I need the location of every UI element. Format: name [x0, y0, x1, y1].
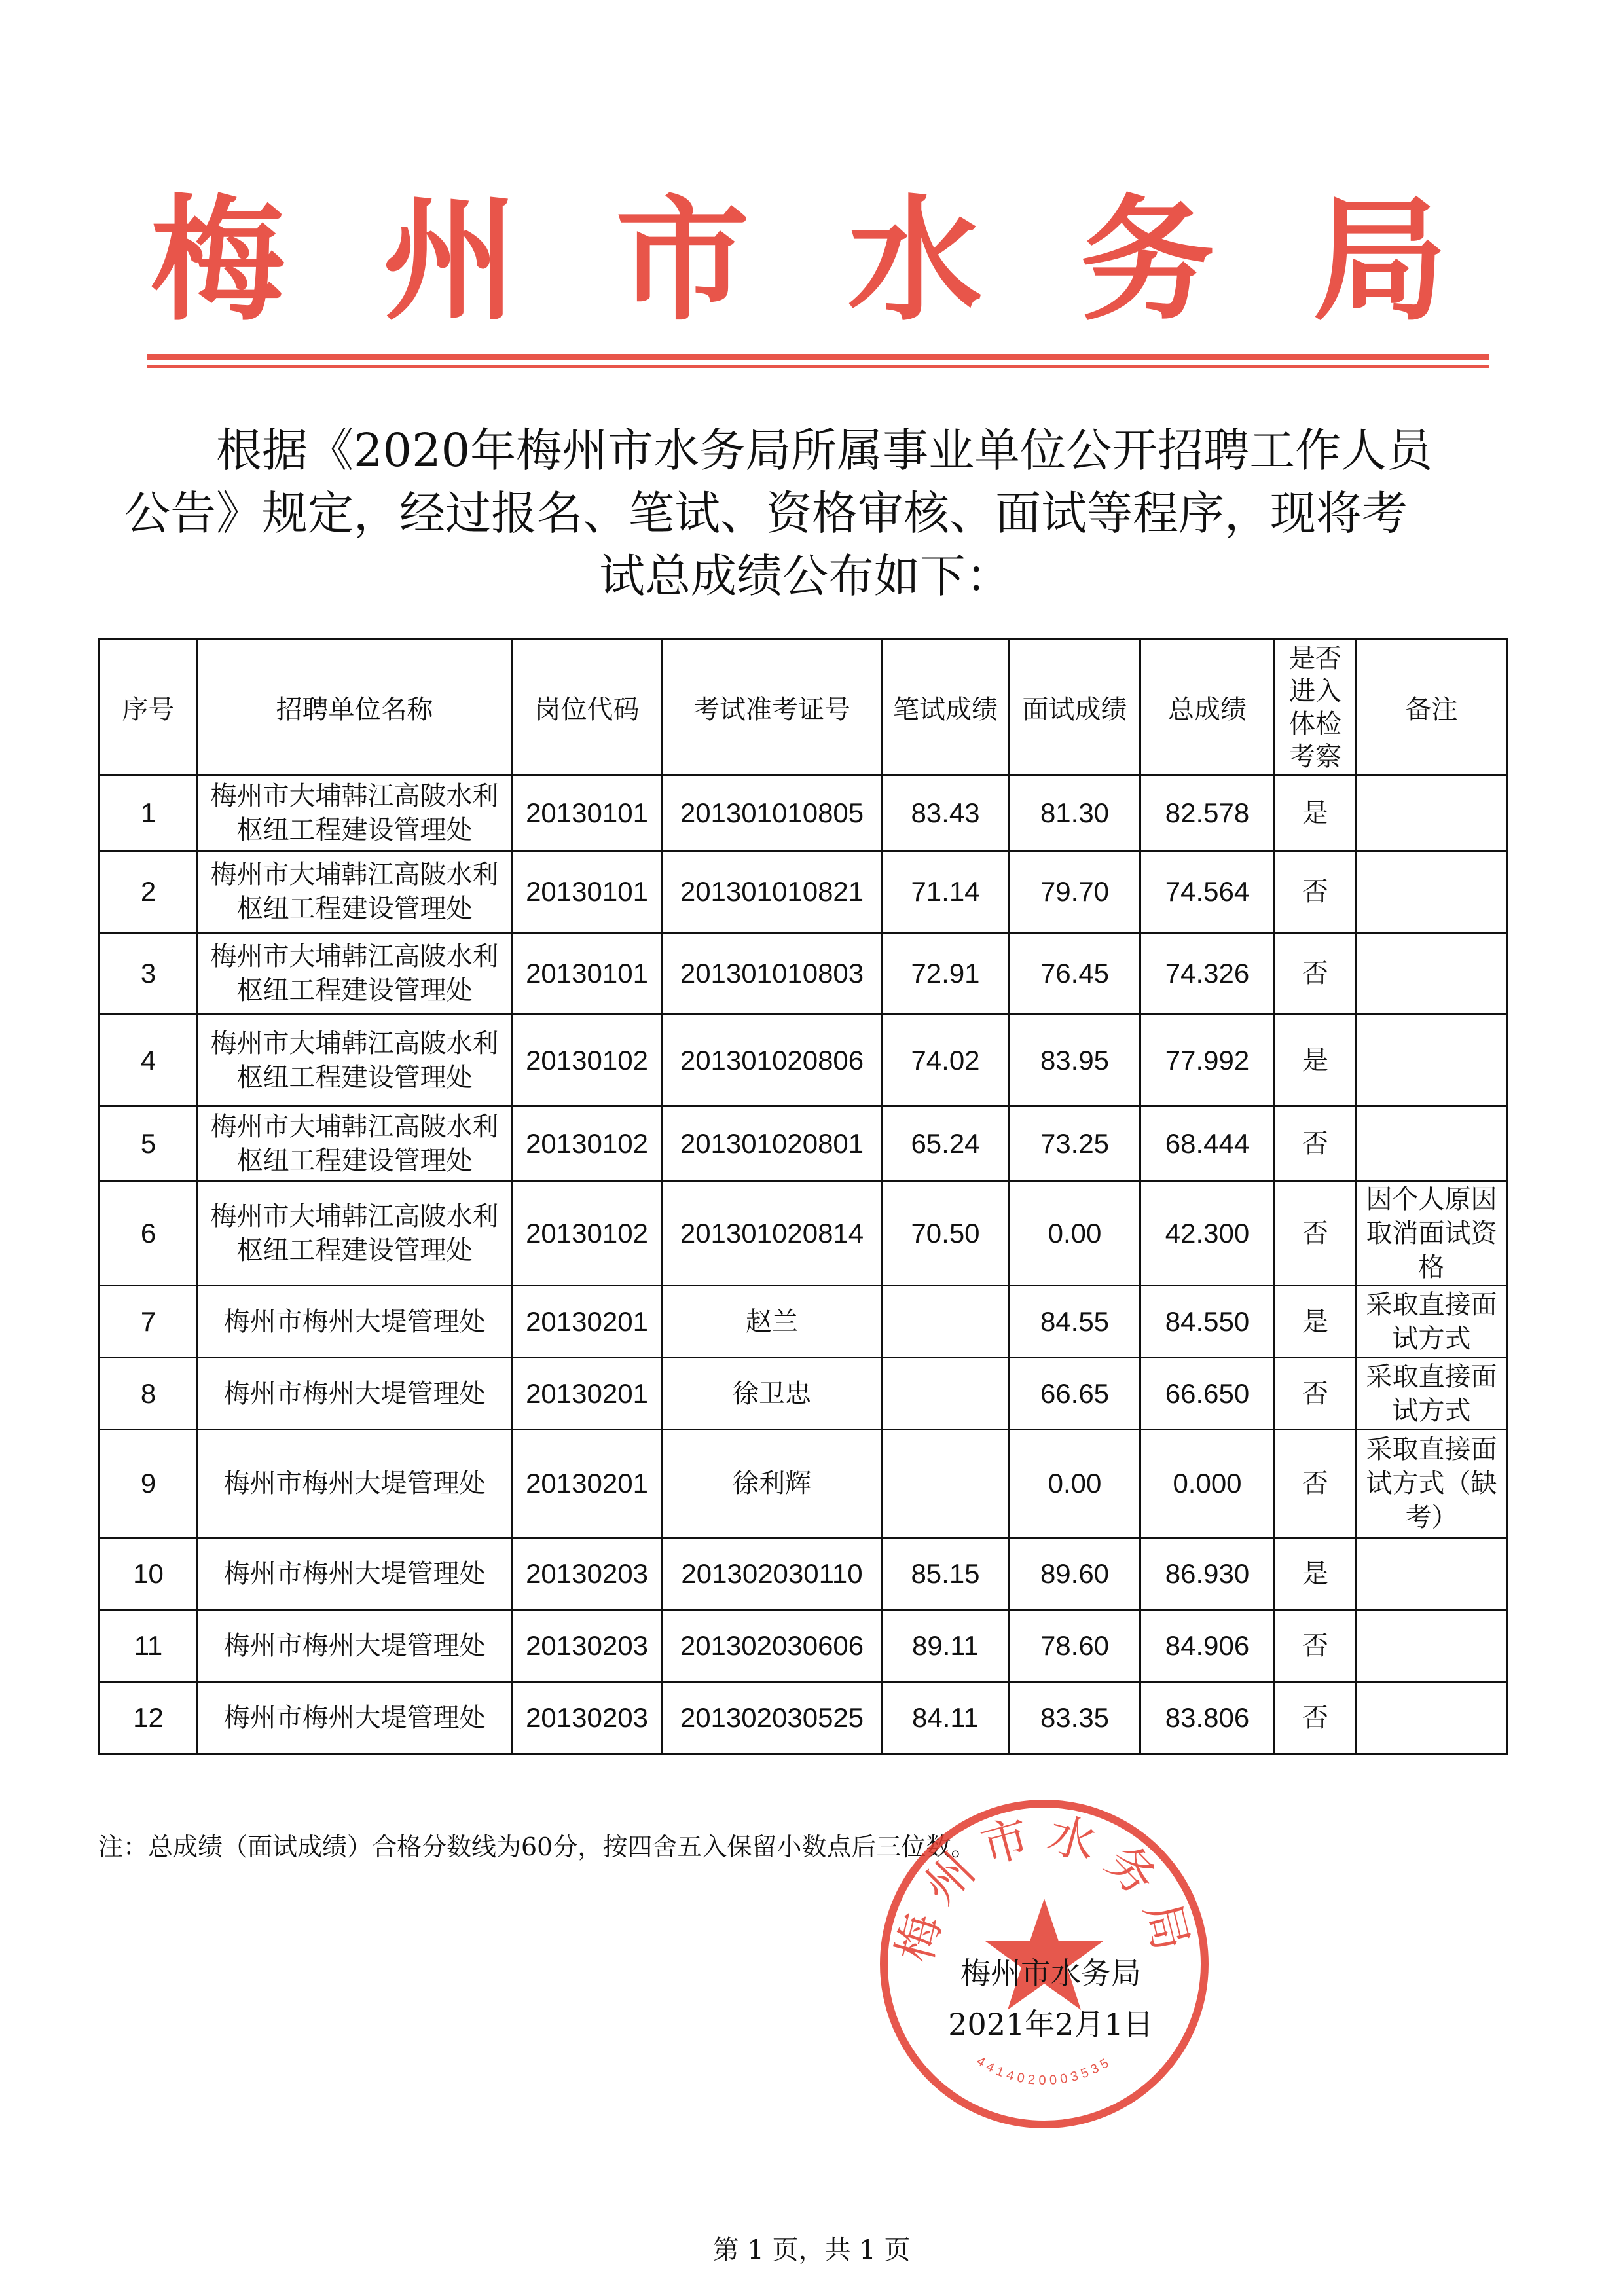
cell-remark	[1357, 776, 1507, 851]
cell-total: 74.564	[1140, 851, 1275, 933]
table-row	[100, 933, 1507, 1015]
cell-post: 20130101	[512, 851, 663, 933]
cell-remark	[1357, 1682, 1507, 1754]
table-row	[100, 1286, 1507, 1358]
cell-written: 71.14	[882, 851, 1010, 933]
masthead-char: 州	[383, 183, 517, 339]
cell-post: 20130201	[512, 1430, 663, 1538]
cell-unit: 梅州市梅州大堤管理处	[198, 1538, 512, 1610]
table-row	[100, 1682, 1507, 1754]
intro-line-2: 公告》规定，经过报名、笔试、资格审核、面试等程序，现将考	[124, 486, 1408, 540]
seal-code: 4414020003535	[974, 2054, 1115, 2088]
cell-interview: 78.60	[1010, 1610, 1140, 1682]
cell-written: 84.11	[882, 1682, 1010, 1754]
cell-post: 20130201	[512, 1358, 663, 1430]
masthead-divider-thin	[147, 365, 1489, 368]
cell-interview: 0.00	[1010, 1430, 1140, 1538]
masthead-char: 务	[1080, 183, 1214, 339]
cell-remark	[1357, 933, 1507, 1015]
intro-paragraph	[124, 419, 1486, 608]
cell-total: 66.650	[1140, 1358, 1275, 1430]
cell-written: 83.43	[882, 776, 1010, 851]
cell-ticket: 徐利辉	[663, 1430, 882, 1538]
cell-written: 70.50	[882, 1182, 1010, 1286]
cell-seq: 1	[100, 776, 198, 851]
cell-physical: 是	[1275, 1015, 1357, 1106]
cell-unit: 梅州市梅州大堤管理处	[198, 1358, 512, 1430]
cell-seq: 2	[100, 851, 198, 933]
header-seq: 序号	[100, 640, 198, 776]
cell-ticket: 赵兰	[663, 1286, 882, 1358]
cell-interview: 0.00	[1010, 1182, 1140, 1286]
cell-seq: 6	[100, 1182, 198, 1286]
cell-interview: 84.55	[1010, 1286, 1140, 1358]
table-row	[100, 1182, 1507, 1286]
svg-text:4414020003535	[974, 2054, 1114, 2088]
cell-physical: 否	[1275, 1106, 1357, 1182]
page-footer: 第 1 页，共 1 页	[712, 2235, 911, 2265]
masthead-char: 局	[1313, 183, 1447, 339]
cell-physical: 是	[1275, 776, 1357, 851]
masthead-char: 水	[848, 183, 982, 339]
table-row	[100, 1610, 1507, 1682]
header-physical: 是否进入体检考察	[1275, 640, 1357, 776]
table-header-row	[100, 640, 1507, 776]
cell-physical: 否	[1275, 933, 1357, 1015]
cell-remark	[1357, 851, 1507, 933]
cell-total: 84.550	[1140, 1286, 1275, 1358]
cell-seq: 11	[100, 1610, 198, 1682]
cell-remark	[1357, 1015, 1507, 1106]
cell-total: 82.578	[1140, 776, 1275, 851]
cell-unit: 梅州市梅州大堤管理处	[198, 1286, 512, 1358]
cell-written: 72.91	[882, 933, 1010, 1015]
cell-post: 20130203	[512, 1610, 663, 1682]
cell-ticket: 201301010821	[663, 851, 882, 933]
cell-post: 20130102	[512, 1106, 663, 1182]
cell-written: 89.11	[882, 1610, 1010, 1682]
header-unit: 招聘单位名称	[198, 640, 512, 776]
cell-interview: 83.95	[1010, 1015, 1140, 1106]
cell-seq: 12	[100, 1682, 198, 1754]
cell-remark	[1357, 1106, 1507, 1182]
intro-line-1: 根据《2020年梅州市水务局所属事业单位公开招聘工作人员	[216, 424, 1433, 477]
cell-unit: 梅州市大埔韩江高陂水利枢纽工程建设管理处	[198, 851, 512, 933]
masthead-char: 梅	[151, 183, 285, 339]
cell-ticket: 徐卫忠	[663, 1358, 882, 1430]
header-post: 岗位代码	[512, 640, 663, 776]
table-row	[100, 1538, 1507, 1610]
cell-unit: 梅州市大埔韩江高陂水利枢纽工程建设管理处	[198, 1015, 512, 1106]
table-row	[100, 851, 1507, 933]
cell-seq: 5	[100, 1106, 198, 1182]
cell-post: 20130201	[512, 1286, 663, 1358]
cell-ticket: 201301010803	[663, 933, 882, 1015]
cell-total: 84.906	[1140, 1610, 1275, 1682]
cell-seq: 7	[100, 1286, 198, 1358]
intro-line-3: 试总成绩公布如下：	[599, 549, 1012, 603]
table-row	[100, 1430, 1507, 1538]
cell-post: 20130203	[512, 1682, 663, 1754]
cell-post: 20130102	[512, 1015, 663, 1106]
cell-unit: 梅州市大埔韩江高陂水利枢纽工程建设管理处	[198, 1106, 512, 1182]
cell-total: 83.806	[1140, 1682, 1275, 1754]
cell-unit: 梅州市大埔韩江高陂水利枢纽工程建设管理处	[198, 933, 512, 1015]
cell-interview: 73.25	[1010, 1106, 1140, 1182]
cell-physical: 是	[1275, 1538, 1357, 1610]
cell-remark: 采取直接面试方式（缺考）	[1357, 1430, 1507, 1538]
cell-physical: 是	[1275, 1286, 1357, 1358]
table-row	[100, 1015, 1507, 1106]
footnote: 注：总成绩（面试成绩）合格分数线为60分，按四舍五入保留小数点后三位数。	[98, 1832, 976, 1861]
cell-remark	[1357, 1610, 1507, 1682]
cell-total: 68.444	[1140, 1106, 1275, 1182]
cell-remark: 因个人原因取消面试资格	[1357, 1182, 1507, 1286]
seal-text: 梅州市水务局	[886, 1806, 1202, 1968]
cell-total: 42.300	[1140, 1182, 1275, 1286]
masthead-title	[151, 167, 1447, 339]
header-total: 总成绩	[1140, 640, 1275, 776]
cell-ticket: 201302030606	[663, 1610, 882, 1682]
cell-physical: 否	[1275, 1682, 1357, 1754]
cell-physical: 否	[1275, 1610, 1357, 1682]
cell-seq: 8	[100, 1358, 198, 1430]
table-row	[100, 1106, 1507, 1182]
cell-total: 74.326	[1140, 933, 1275, 1015]
cell-post: 20130102	[512, 1182, 663, 1286]
cell-written	[882, 1358, 1010, 1430]
cell-post: 20130203	[512, 1538, 663, 1610]
signature-org: 梅州市水务局	[960, 1956, 1141, 1991]
cell-remark: 采取直接面试方式	[1357, 1358, 1507, 1430]
cell-written: 85.15	[882, 1538, 1010, 1610]
cell-interview: 89.60	[1010, 1538, 1140, 1610]
cell-physical: 否	[1275, 1430, 1357, 1538]
cell-ticket: 201301010805	[663, 776, 882, 851]
header-interview: 面试成绩	[1010, 640, 1140, 776]
cell-remark: 采取直接面试方式	[1357, 1286, 1507, 1358]
cell-ticket: 201302030525	[663, 1682, 882, 1754]
cell-unit: 梅州市大埔韩江高陂水利枢纽工程建设管理处	[198, 1182, 512, 1286]
signature-block	[907, 1948, 1195, 2050]
cell-unit: 梅州市梅州大堤管理处	[198, 1610, 512, 1682]
cell-interview: 79.70	[1010, 851, 1140, 933]
cell-seq: 9	[100, 1430, 198, 1538]
cell-unit: 梅州市梅州大堤管理处	[198, 1430, 512, 1538]
cell-unit: 梅州市大埔韩江高陂水利枢纽工程建设管理处	[198, 776, 512, 851]
table-row	[100, 776, 1507, 851]
cell-written: 65.24	[882, 1106, 1010, 1182]
cell-interview: 83.35	[1010, 1682, 1140, 1754]
cell-post: 20130101	[512, 776, 663, 851]
header-remark: 备注	[1357, 640, 1507, 776]
header-ticket: 考试准考证号	[663, 640, 882, 776]
cell-interview: 76.45	[1010, 933, 1140, 1015]
cell-seq: 10	[100, 1538, 198, 1610]
cell-written	[882, 1430, 1010, 1538]
masthead-divider-thick	[147, 354, 1489, 360]
cell-physical: 否	[1275, 1358, 1357, 1430]
cell-written	[882, 1286, 1010, 1358]
table-row	[100, 1358, 1507, 1430]
cell-seq: 3	[100, 933, 198, 1015]
cell-physical: 否	[1275, 1182, 1357, 1286]
score-table	[98, 638, 1508, 1755]
masthead-char: 市	[615, 183, 750, 339]
cell-interview: 81.30	[1010, 776, 1140, 851]
cell-physical: 否	[1275, 851, 1357, 933]
cell-unit: 梅州市梅州大堤管理处	[198, 1682, 512, 1754]
header-written: 笔试成绩	[882, 640, 1010, 776]
cell-total: 77.992	[1140, 1015, 1275, 1106]
cell-ticket: 201302030110	[663, 1538, 882, 1610]
cell-ticket: 201301020814	[663, 1182, 882, 1286]
cell-seq: 4	[100, 1015, 198, 1106]
cell-written: 74.02	[882, 1015, 1010, 1106]
cell-total: 86.930	[1140, 1538, 1275, 1610]
cell-interview: 66.65	[1010, 1358, 1140, 1430]
signature-date: 2021年2月1日	[948, 2007, 1154, 2042]
cell-ticket: 201301020806	[663, 1015, 882, 1106]
cell-ticket: 201301020801	[663, 1106, 882, 1182]
cell-total: 0.000	[1140, 1430, 1275, 1538]
cell-post: 20130101	[512, 933, 663, 1015]
cell-remark	[1357, 1538, 1507, 1610]
